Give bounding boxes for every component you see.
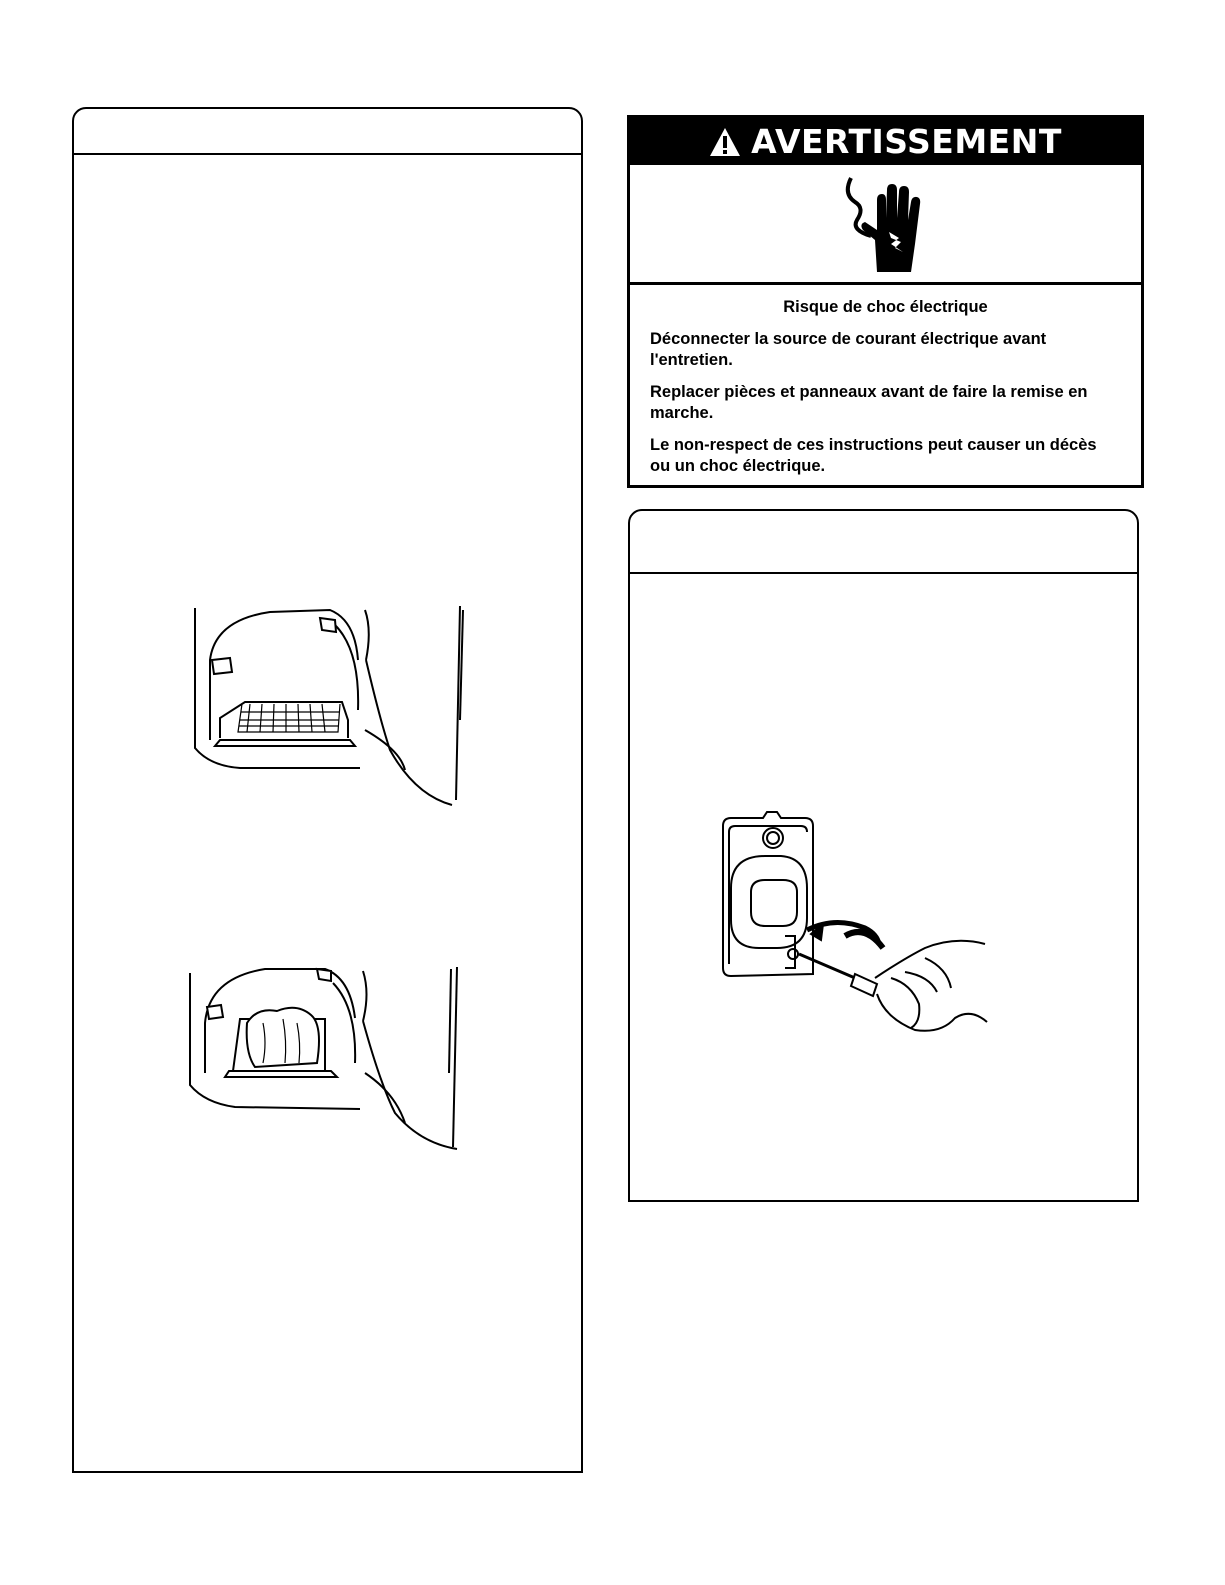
- screwdriver-cover-illustration: [715, 808, 1000, 1063]
- warning-body: [630, 285, 1141, 477]
- warning-triangle-icon: [709, 127, 741, 157]
- warning-banner: [630, 118, 1141, 165]
- dryer-rack-illustration: [190, 600, 470, 810]
- warning-heading: Risque de choc électrique: [783, 298, 988, 316]
- dryer-rack-items-illustration: [185, 963, 465, 1153]
- electrical-shock-hand-icon: [841, 174, 931, 274]
- warning-title: AVERTISSEMENT: [751, 122, 1062, 161]
- warning-line: Déconnecter la source de courant électrique avant l'entretien.: [650, 330, 1047, 369]
- warning-box: [627, 115, 1144, 488]
- panel-header-rule: [628, 572, 1139, 574]
- warning-icon-area: [630, 165, 1141, 285]
- warning-line: Replacer pièces et panneaux avant de faire la remise en marche.: [650, 383, 1088, 422]
- panel-header-rule: [72, 153, 583, 155]
- warning-line: Le non-respect de ces instructions peut causer un décès ou un choc électrique.: [650, 436, 1097, 475]
